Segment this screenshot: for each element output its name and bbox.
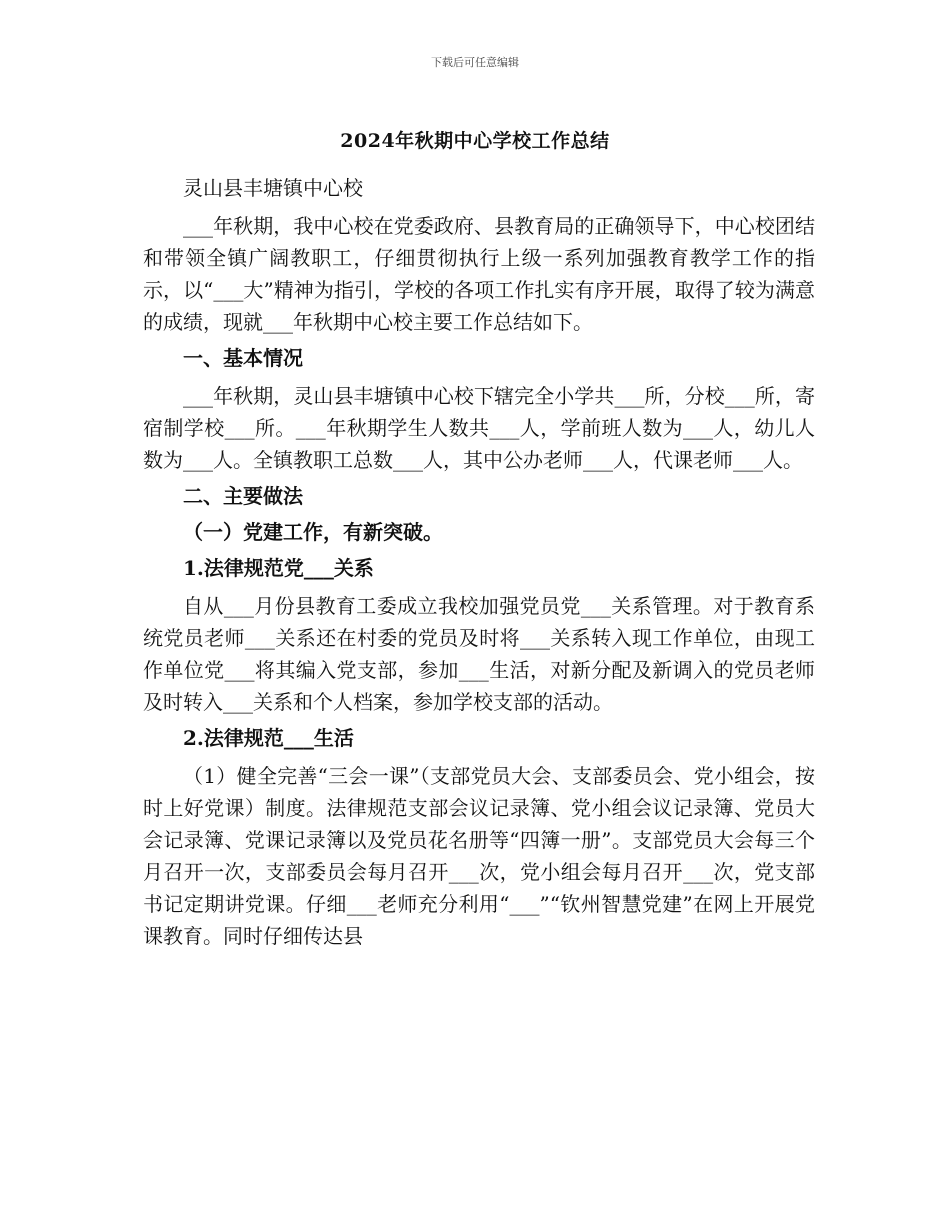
organization-line: 灵山县丰塘镇中心校 <box>183 176 363 200</box>
item-heading-2: 2.法律规范___生活 <box>183 726 354 750</box>
subsection-heading-party: （一）党建工作，有新突破。 <box>183 520 443 544</box>
header-note: 下载后可任意编辑 <box>431 56 519 69</box>
section-heading-methods: 二、主要做法 <box>183 484 303 508</box>
item-paragraph-1: 自从___月份县教育工委成立我校加强党员党___关系管理。对于教育系统党员老师___关系还在村委的党员及时将___关系转入现工作单位，由现工作单位党___将其编入党支部，参加___生活，对新分配及新调入的党员老师及时转入___关系和个人档案，参加学校支部的活动。 <box>143 594 815 714</box>
item-paragraph-2: （1）健全完善“三会一课”（支部党员大会、支部委员会、党小组会，按时上好党课）制度。法律规范支部会议记录簿、党小组会议记录簿、党员大会记录簿、党课记录簿以及党员花名册等“四簿一册”。支部党员大会每三个月召开一次，支部委员会每月召开___次，党小组会每月召开___次，党支部书记定期讲党课。仔细___老师充分利用“___”“钦州智慧党建”在网上开展党课教育。同时仔细传达县 <box>143 764 815 948</box>
intro-paragraph: ___年秋期，我中心校在党委政府、县教育局的正确领导下，中心校团结和带领全镇广阔教职工，仔细贯彻执行上级一系列加强教育教学工作的指示，以“___大”精神为指引，学校的各项工作扎实有序开展，取得了较为满意的成绩，现就___年秋期中心校主要工作总结如下。 <box>143 214 815 334</box>
document-title: 2024年秋期中心学校工作总结 <box>340 130 610 152</box>
document-body <box>143 172 815 952</box>
section-heading-basic: 一、基本情况 <box>183 346 303 370</box>
basic-info-paragraph: ___年秋期，灵山县丰塘镇中心校下辖完全小学共___所，分校___所，寄宿制学校___所。___年秋期学生人数共___人，学前班人数为___人，幼儿人数为___人。全镇教职工总数___人，其中公办老师___人，代课老师___人。 <box>143 384 815 472</box>
item-heading-1: 1.法律规范党___关系 <box>183 556 374 580</box>
